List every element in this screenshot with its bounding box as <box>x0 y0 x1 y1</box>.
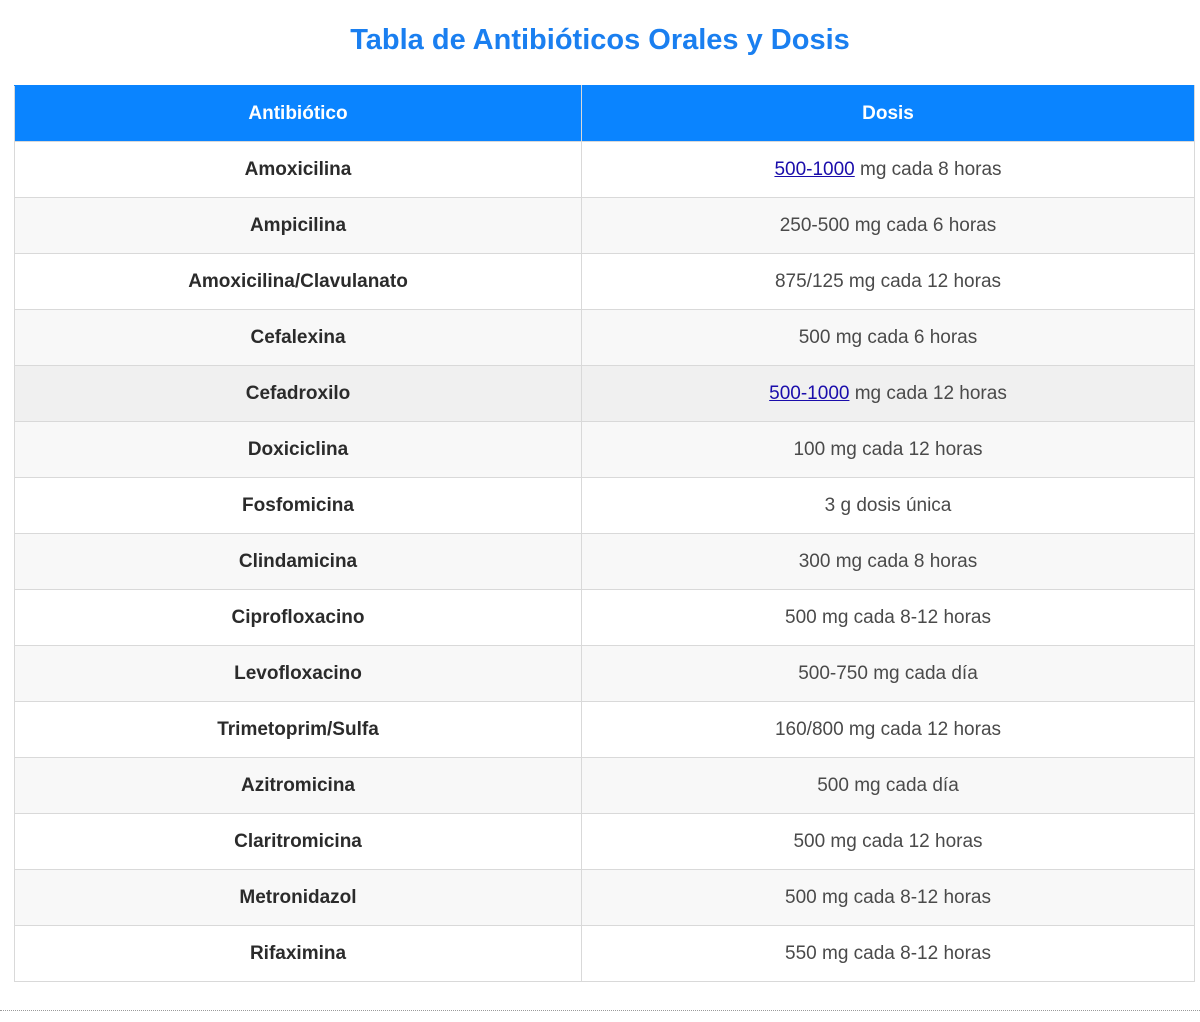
antibiotic-name-cell: Claritromicina <box>15 814 582 870</box>
table-row <box>15 646 1195 702</box>
antibiotic-name-cell: Ampicilina <box>15 198 582 254</box>
table-header <box>15 86 1195 142</box>
table-row <box>15 758 1195 814</box>
table-row <box>15 142 1195 198</box>
bottom-divider <box>0 1010 1200 1011</box>
dose-link[interactable]: 500-1000 <box>774 158 855 180</box>
dose-text: 160/800 mg cada 12 horas <box>774 718 1002 740</box>
header-row <box>15 86 1195 142</box>
dose-cell <box>582 870 1195 926</box>
dose-cell <box>582 646 1195 702</box>
dose-cell <box>582 142 1195 198</box>
antibiotic-name-cell: Amoxicilina/Clavulanato <box>15 254 582 310</box>
dose-text: 250-500 mg cada 6 horas <box>779 214 997 236</box>
dose-cell <box>582 198 1195 254</box>
dose-cell <box>582 590 1195 646</box>
table-row <box>15 814 1195 870</box>
dose-cell <box>582 758 1195 814</box>
antibiotic-name-cell: Cefalexina <box>15 310 582 366</box>
dose-text: 500-750 mg cada día <box>798 662 978 684</box>
dose-text: 300 mg cada 8 horas <box>798 550 978 572</box>
table-row <box>15 702 1195 758</box>
antibiotic-name-cell: Cefadroxilo <box>15 366 582 422</box>
table-row <box>15 478 1195 534</box>
dose-text: 500 mg cada 8-12 horas <box>785 886 991 908</box>
table-row <box>15 534 1195 590</box>
dose-cell <box>582 534 1195 590</box>
table-row <box>15 198 1195 254</box>
dose-text: 550 mg cada 8-12 horas <box>785 942 991 964</box>
dose-text: 100 mg cada 12 horas <box>793 438 983 460</box>
dose-text: 875/125 mg cada 12 horas <box>774 270 1002 292</box>
antibiotic-name-cell: Azitromicina <box>15 758 582 814</box>
dose-link[interactable]: 500-1000 <box>769 382 850 404</box>
dose-cell <box>582 702 1195 758</box>
antibiotics-table <box>14 85 1195 982</box>
table-row <box>15 926 1195 982</box>
antibiotic-name-cell: Rifaximina <box>15 926 582 982</box>
antibiotic-name-cell: Ciprofloxacino <box>15 590 582 646</box>
antibiotic-name-cell: Levofloxacino <box>15 646 582 702</box>
table-row <box>15 422 1195 478</box>
dose-cell <box>582 254 1195 310</box>
dose-cell <box>582 366 1195 422</box>
table-row <box>15 310 1195 366</box>
antibiotic-name-cell: Fosfomicina <box>15 478 582 534</box>
dose-text: 500 mg cada 6 horas <box>798 326 978 348</box>
table-body <box>15 142 1195 982</box>
dose-cell <box>582 422 1195 478</box>
dose-text: 500 mg cada 12 horas <box>793 830 983 852</box>
antibiotic-name-cell: Trimetoprim/Sulfa <box>15 702 582 758</box>
table-row <box>15 366 1195 422</box>
dose-cell <box>582 814 1195 870</box>
dose-cell <box>582 926 1195 982</box>
dose-text: mg cada 8 horas <box>854 158 1002 180</box>
dose-text: 500 mg cada día <box>817 774 959 796</box>
dose-text: 500 mg cada 8-12 horas <box>785 606 991 628</box>
table-row <box>15 870 1195 926</box>
dose-cell <box>582 310 1195 366</box>
dose-text: 3 g dosis única <box>824 494 952 516</box>
column-header-dose: Dosis <box>582 86 1195 142</box>
table-row <box>15 590 1195 646</box>
dose-text: mg cada 12 horas <box>849 382 1007 404</box>
dose-cell <box>582 478 1195 534</box>
table-row <box>15 254 1195 310</box>
antibiotic-name-cell: Metronidazol <box>15 870 582 926</box>
column-header-antibiotic: Antibiótico <box>15 86 582 142</box>
antibiotic-name-cell: Clindamicina <box>15 534 582 590</box>
antibiotic-name-cell: Amoxicilina <box>15 142 582 198</box>
antibiotic-name-cell: Doxiciclina <box>15 422 582 478</box>
page-title: Tabla de Antibióticos Orales y Dosis <box>350 24 850 56</box>
